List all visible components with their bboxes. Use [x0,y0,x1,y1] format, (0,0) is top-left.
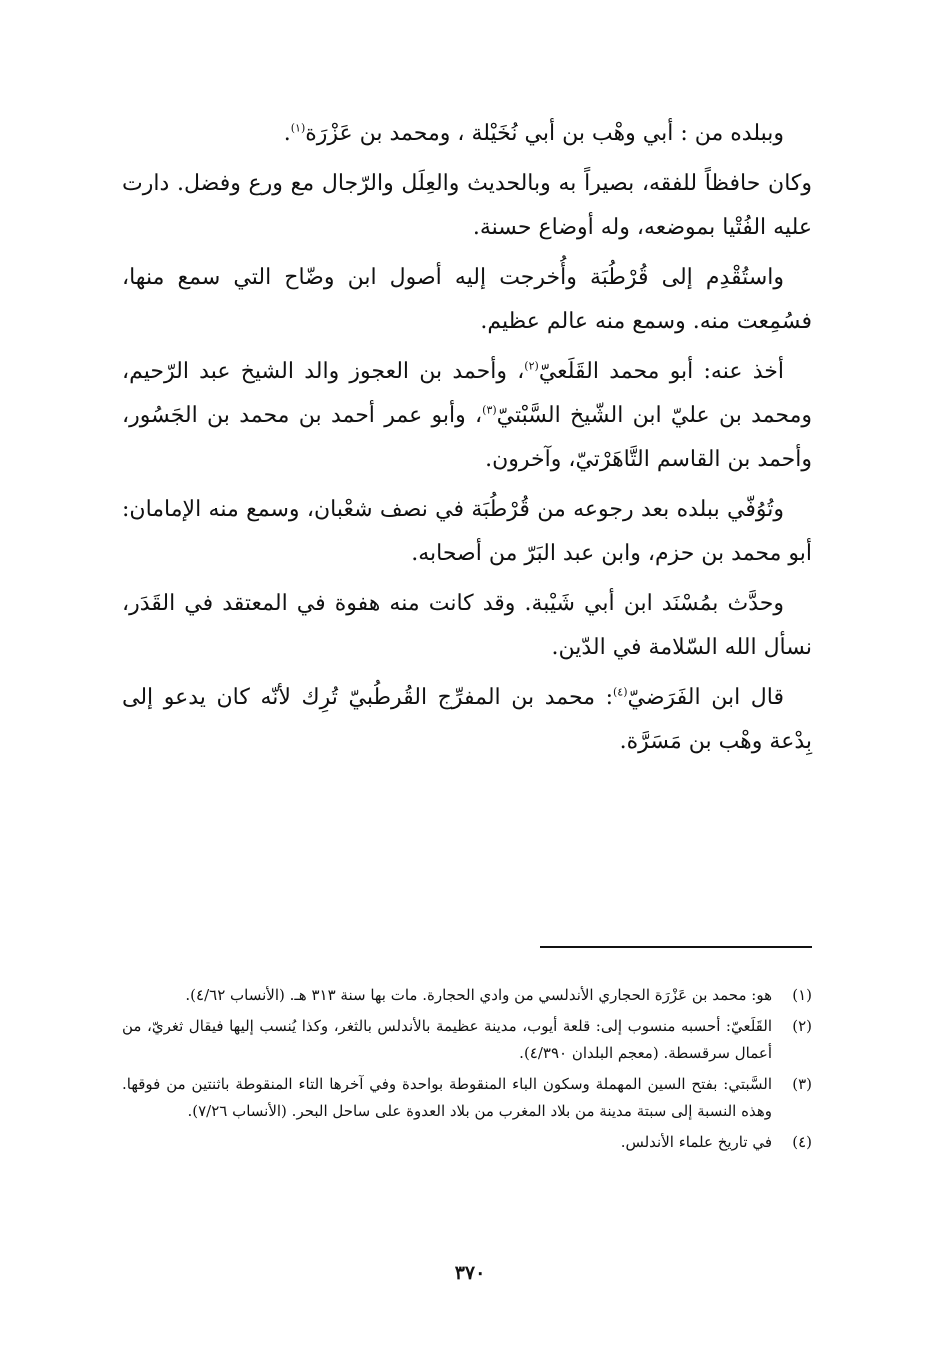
paragraph-1-end: . [283,121,291,146]
footnote-number: (١) [792,986,812,1004]
paragraph-3 [122,256,812,344]
footnotes [122,982,812,1160]
footnote-text: في تاريخ علماء الأندلس. [620,1133,772,1151]
paragraph-7-text-2: : محمد بن المفرِّج القُرطُبيّ تُرِك لأنّه كان يدعو إلى بِدْعة وهْب بن مَسَرَّة. [122,685,812,754]
footnote-number: (٤) [792,1133,812,1151]
paragraph-4 [122,350,812,482]
footnote-text: السَّبتي: بفتح السين المهملة وسكون الباء المنقوطة بواحدة وفي آخرها التاء المنقوطة باثنتين من فوقها. وهذه النسبة إلى سبتة مدينة من بلاد المغرب من بلاد العدوة على ساحل البحر. (الأنساب ٧/٢٦). [122,1075,772,1120]
paragraph-4-text-2: ، وأحمد بن العجوز والد الشيخ عبد الرّحيم، ومحمد بن عليّ ابن الشّيخ السَّبْتيّ [122,359,813,428]
paragraph-2-text: وكان حافظاً للفقه، بصيراً به وبالحديث والعِلَل والرّجال مع ورع وفضل. دارت عليه الفُتْيا بموضعه، وله أوضاع حسنة. [122,171,812,240]
paragraph-7 [122,676,812,764]
paragraph-1 [122,112,812,156]
footnote-number: (٣) [792,1075,812,1093]
footnote-ref-4[interactable]: (٤) [613,685,628,699]
footnote-text: القَلَعيّ: أحسبه منسوب إلى: قلعة أيوب، مدينة عظيمة بالأندلس بالثغر، وكذا يُنسب إليها فيقال ثغريّ، من أعمال سرقسطة. (معجم البلدان ٤/٣٩٠). [122,1017,772,1062]
paragraph-4-text: أخذ عنه: أبو محمد القَلَعيّ [538,359,784,384]
paragraph-2 [122,162,812,250]
main-text [122,112,812,770]
footnote-2 [122,1013,812,1067]
footnote-ref-1[interactable]: (١) [290,121,306,135]
paragraph-6-text: وحدَّث بمُسْنَد ابن أبي شَيْبة. وقد كانت منه هفوة في المعتقد في القَدَر، نسأل الله السّلامة في الدّين. [122,591,812,660]
paragraph-7-text: قال ابن الفَرَضيّ [627,685,784,710]
paragraph-4-text-3: ، وأبو عمر أحمد بن محمد بن الجَسُور، وأحمد بن القاسم التَّاهَرْتيّ، وآخرون. [122,403,812,472]
footnote-3 [122,1071,812,1125]
footnote-1 [122,982,812,1009]
footnote-number: (٢) [792,1017,812,1035]
paragraph-6 [122,582,812,670]
footnote-4 [122,1129,812,1156]
paragraph-3-text: واستُقْدِم إلى قُرْطُبَة وأُخرجت إليه أصول ابن وضّاح التي سمع منها، فسُمِعت منه. وسمع منه عالم عظيم. [122,265,812,334]
footnote-text: هو: محمد بن عَزْرَة الحجاري الأندلسي من وادي الحجارة. مات بها سنة ٣١٣ هـ. (الأنساب ٤/٦٢). [185,986,772,1004]
footnote-ref-2[interactable]: (٢) [524,359,539,373]
paragraph-1-text: وببلده من : أبي وهْب بن أبي نُخَيْلة ، ومحمد بن عَزْرَة [305,121,784,146]
paragraph-5 [122,488,812,576]
paragraph-5-text: وتُوُفّي ببلده بعد رجوعه من قُرْطُبَة في نصف شعْبان، وسمع منه الإمامان: أبو محمد بن حزم، وابن عبد البَرّ من أصحابه. [122,497,812,566]
footnote-separator [540,946,812,948]
page-number: ٣٧٠ [454,1262,486,1284]
footnote-ref-3[interactable]: (٣) [482,403,497,417]
